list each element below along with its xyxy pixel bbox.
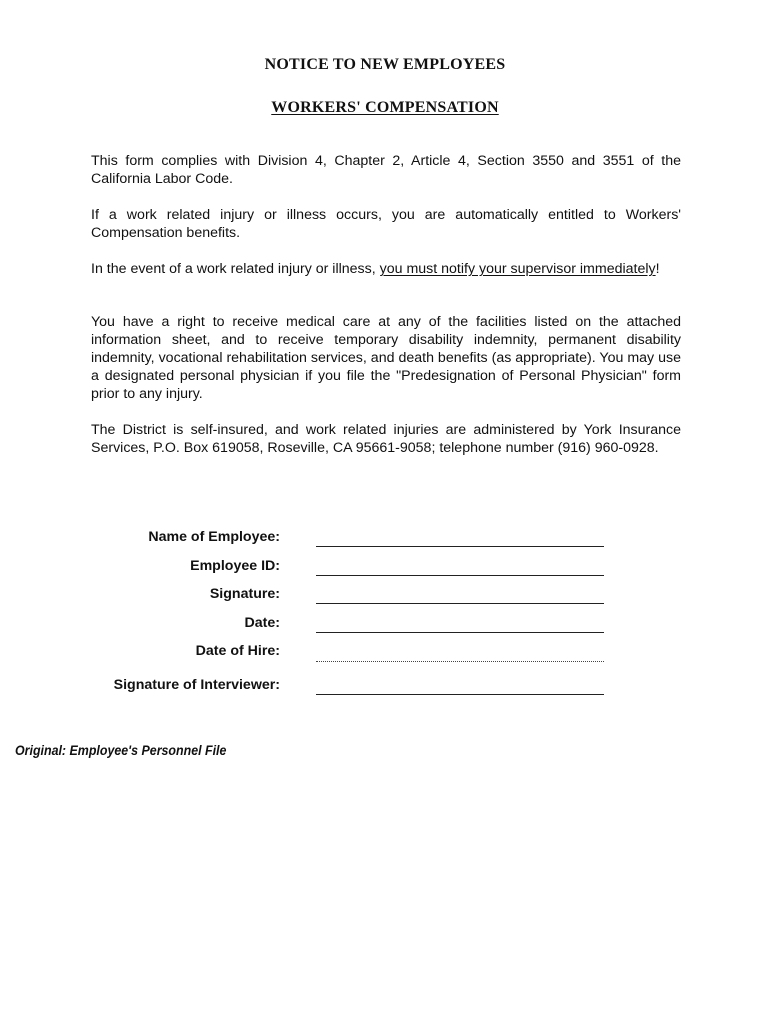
document-subtitle: WORKERS' COMPENSATION	[271, 99, 499, 116]
date-field[interactable]	[316, 632, 604, 633]
name-of-employee-label: Name of Employee:	[148, 529, 280, 545]
footer-distribution-note: Original: Employee's Personnel File	[15, 743, 227, 758]
date-of-hire-field[interactable]	[316, 661, 604, 662]
employee-id-field[interactable]	[316, 575, 604, 576]
signature-of-interviewer-field[interactable]	[316, 694, 604, 695]
paragraph-entitlement: If a work related injury or illness occurs, you are automatically entitled to Workers' Compensation benefits.	[91, 207, 681, 241]
signature-field[interactable]	[316, 603, 604, 604]
paragraph-notify-tail: !	[655, 261, 660, 277]
paragraph-labor-code: This form complies with Division 4, Chapter 2, Article 4, Section 3550 and 3551 of the California Labor Code.	[91, 153, 681, 187]
signature-of-interviewer-label: Signature of Interviewer:	[113, 677, 280, 693]
paragraph-notify-supervisor	[91, 260, 681, 278]
employee-id-label: Employee ID:	[190, 558, 280, 574]
date-of-hire-label: Date of Hire:	[195, 643, 280, 659]
paragraph-insurer-contact: The District is self-insured, and work related injuries are administered by York Insurance Services, P.O. Box 619058, Roseville, CA 95661-9058; telephone number (916) 960-0928.	[91, 422, 681, 456]
date-label: Date:	[244, 615, 280, 631]
name-of-employee-field[interactable]	[316, 546, 604, 547]
paragraph-medical-care: You have a right to receive medical care at any of the facilities listed on the attached information sheet, and to receive temporary disability indemnity, permanent disability indemnity, vocational rehabilitation services, and death benefits (as appropriate). You may use a designated personal physician if you file the "Predesignation of Personal Physician" form prior to any injury.	[91, 314, 681, 402]
notify-supervisor-emphasis: you must notify your supervisor immediately	[379, 261, 656, 277]
paragraph-notify-lead: In the event of a work related injury or illness,	[91, 261, 380, 277]
signature-label: Signature:	[209, 586, 280, 602]
document-title: NOTICE TO NEW EMPLOYEES	[264, 56, 506, 73]
